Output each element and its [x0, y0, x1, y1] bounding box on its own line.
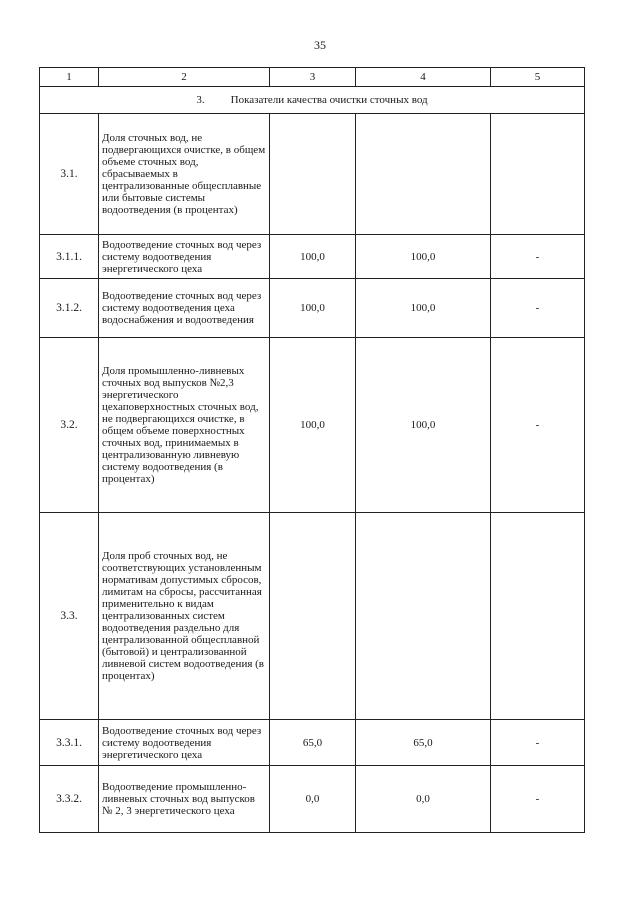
value-col5: - [491, 235, 585, 279]
value-col5: - [491, 279, 585, 338]
table-row [40, 338, 585, 513]
row-description: Водоотведение промышленно-ливневых сточных вод выпусков № 2, 3 энергетического цеха [99, 766, 270, 833]
row-description: Доля промышленно-ливневых сточных вод выпусков №2,3 энергетического цехаповерхностных сточных вод, не подвергающихся очистке, в общем объеме поверхностных сточных вод, принимаемых в централизованную ливневую систему водоотведения (в процентах) [99, 338, 270, 513]
value-col3: 0,0 [270, 766, 356, 833]
row-number: 3.2. [40, 338, 99, 513]
column-header: 1 [40, 68, 99, 87]
row-description: Водоотведение сточных вод через систему водоотведения энергетического цеха [99, 720, 270, 766]
value-col5 [491, 114, 585, 235]
row-number: 3.3.2. [40, 766, 99, 833]
table-header-row [40, 68, 585, 87]
table-row [40, 766, 585, 833]
table-row [40, 235, 585, 279]
value-col4: 0,0 [356, 766, 491, 833]
row-number: 3.1.1. [40, 235, 99, 279]
value-col4: 100,0 [356, 235, 491, 279]
row-number: 3.3. [40, 513, 99, 720]
row-number: 3.1.2. [40, 279, 99, 338]
column-header: 5 [491, 68, 585, 87]
row-description: Доля сточных вод, не подвергающихся очистке, в общем объеме сточных вод, сбрасываемых в централизованные общесплавные или бытовые системы водоотведения (в процентах) [99, 114, 270, 235]
value-col3 [270, 513, 356, 720]
row-number: 3.1. [40, 114, 99, 235]
value-col3 [270, 114, 356, 235]
page-number: 35 [314, 38, 326, 52]
row-description: Водоотведение сточных вод через систему водоотведения энергетического цеха [99, 235, 270, 279]
value-col5 [491, 513, 585, 720]
value-col5: - [491, 720, 585, 766]
value-col4 [356, 114, 491, 235]
column-header: 4 [356, 68, 491, 87]
table-row [40, 114, 585, 235]
value-col4: 100,0 [356, 338, 491, 513]
value-col4: 65,0 [356, 720, 491, 766]
value-col4 [356, 513, 491, 720]
value-col3: 65,0 [270, 720, 356, 766]
row-description: Доля проб сточных вод, не соответствующих установленным нормативам допустимых сбросов, лимитам на сбросы, рассчитанная применительно к видам централизованных систем водоотведения раздельно для централизованной общесплавной (бытовой) и централизованной ливневой систем водоотведения (в процентах) [99, 513, 270, 720]
column-header: 3 [270, 68, 356, 87]
indicators-table [39, 67, 585, 833]
row-number: 3.3.1. [40, 720, 99, 766]
value-col3: 100,0 [270, 235, 356, 279]
section-heading [40, 87, 585, 114]
table-row [40, 279, 585, 338]
value-col3: 100,0 [270, 338, 356, 513]
table-row [40, 720, 585, 766]
section-heading-row [40, 87, 585, 114]
column-header: 2 [99, 68, 270, 87]
table-row [40, 513, 585, 720]
section-number: 3. [196, 94, 205, 106]
section-title: Показатели качества очистки сточных вод [230, 94, 428, 106]
value-col4: 100,0 [356, 279, 491, 338]
row-description: Водоотведение сточных вод через систему водоотведения цеха водоснабжения и водоотведения [99, 279, 270, 338]
value-col5: - [491, 766, 585, 833]
value-col3: 100,0 [270, 279, 356, 338]
value-col5: - [491, 338, 585, 513]
